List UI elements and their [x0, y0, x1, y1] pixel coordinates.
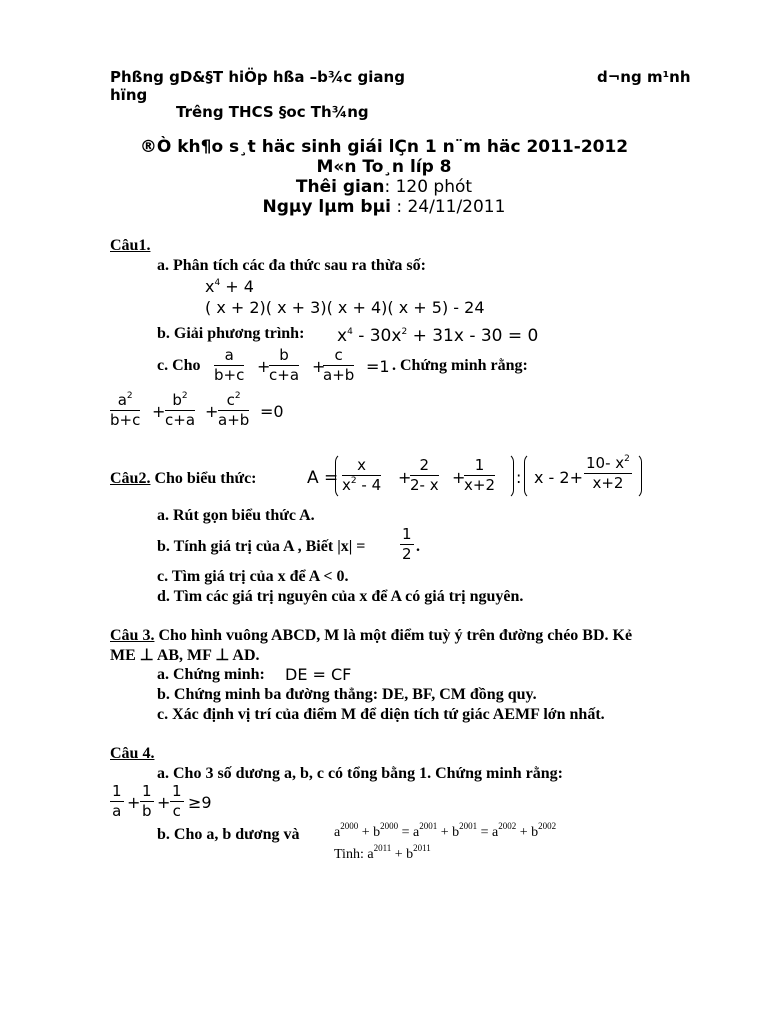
q2-close-paren-1: [505, 453, 514, 499]
q2-fraction-2: $\frac{2}{2- x}$: [410, 456, 439, 494]
q1c-text: c. Cho: [157, 357, 201, 374]
q4a-fraction-1: $\frac{1}{a}$: [112, 782, 122, 820]
q3c-text: c. Xác định vị trí của điểm M để diện tích tứ giác AEMF lớn nhất.: [157, 706, 605, 723]
q1a-text: a. Phân tích các đa thức sau ra thừa số:: [157, 257, 426, 274]
q1c-sq-plus-1: +: [152, 402, 166, 421]
q2-A-equals: A =: [307, 468, 339, 488]
exam-subject: M«n To¸n líp 8: [316, 157, 452, 177]
header-author: d¬ng m¹nh: [597, 68, 691, 86]
q1c-plus-2: +: [312, 357, 326, 376]
q1c-fraction-1: $\frac{a}{b+c}$: [214, 346, 245, 384]
q2-plus-2: +: [452, 468, 466, 487]
q1c-sq-fraction-1: $\frac{a^2}{b+c}$: [110, 391, 141, 429]
q3-heading-line: Câu 3. Cho hình vuông ABCD, M là một điểm tuỳ ý trên đường chéo BD. Kẻ: [110, 627, 633, 644]
q1-heading: Câu1.: [110, 237, 151, 254]
q1c-plus-1: +: [257, 357, 271, 376]
q1a-expr1: $x^4 + 4$: [205, 277, 254, 296]
header-author-cont: hïng: [110, 86, 148, 104]
q1b-text: b. Giải phương trình:: [157, 325, 305, 342]
q4a-fraction-3: $\frac{1}{c}$: [172, 782, 182, 820]
q2-fraction-4: $\frac{10- x^2}{x+2}$: [586, 454, 630, 492]
q2-fraction-1: $\frac{x}{x^2 - 4}$: [342, 456, 382, 494]
q4-heading: Câu 4.: [110, 745, 155, 762]
q4a-plus-1: +: [127, 793, 141, 812]
exam-title: ®Ò kh¶o s¸t häc sinh giái lÇn 1 n¨m häc 2011-2012: [139, 137, 629, 157]
q2-heading-line: Câu2. Cho biểu thức:: [110, 470, 257, 487]
q1c-sq-plus-2: +: [205, 402, 219, 421]
q2-open-paren-2: [524, 453, 533, 499]
exam-date: Ngµy lµm bµi : 24/11/2011: [262, 197, 506, 217]
header-department: Phßng gD&§T hiÖp hßa –b¾c giang: [110, 68, 405, 86]
q3a-expr: DE = CF: [285, 665, 352, 684]
q1c-sq-fraction-3: $\frac{c^2}{a+b}$: [218, 391, 250, 429]
q1b-equation: $x^4 - 30x^2 + 31x - 30 = 0$: [337, 326, 539, 346]
q2b-fraction: $\frac{1}{2}$: [402, 525, 412, 563]
q4a-fraction-2: $\frac{1}{b}$: [142, 782, 152, 820]
q3-line2: ME ⊥ AB, MF ⊥ AD.: [110, 647, 260, 664]
exam-duration: Thêi gian: 120 phót: [295, 177, 473, 197]
q2b-end: .: [416, 538, 420, 555]
q2-colon: :: [516, 468, 522, 487]
q2-fraction-3: $\frac{1}{x+2}$: [464, 456, 495, 494]
q4a-plus-2: +: [157, 793, 171, 812]
q4b-condition: $a^{2000} + b^{2000} = a^{2001} + b^{2001} = a^{2002} + b^{2002}$: [334, 821, 557, 840]
q4a-ge-nine: ≥9: [188, 793, 212, 812]
q1a-expr2: ( x + 2)( x + 3)( x + 4)( x + 5) - 24: [205, 298, 485, 317]
q2a-text: a. Rút gọn biểu thức A.: [157, 507, 315, 524]
q2b-text: b. Tính giá trị của A , Biết |x| =: [157, 538, 366, 555]
q1c-conclusion: . Chứng minh rằng:: [392, 357, 528, 374]
q2-close-paren-2: [633, 453, 642, 499]
q2-mid-term: x - 2+: [534, 468, 583, 487]
header-school: Trêng THCS §oc Th¾ng: [176, 103, 369, 121]
q1c-sq-fraction-2: $\frac{b^2}{c+a}$: [165, 391, 196, 429]
q1c-fraction-2: $\frac{b}{c+a}$: [269, 346, 300, 384]
q2d-text: d. Tìm các giá trị nguyên của x để A có giá trị nguyên.: [157, 588, 524, 605]
q4a-text: a. Cho 3 số dương a, b, c có tổng bằng 1. Chứng minh rằng:: [157, 765, 563, 782]
q1c-sq-equals-zero: =0: [260, 402, 284, 421]
q2c-text: c. Tìm giá trị của x để A < 0.: [157, 568, 349, 585]
q2-plus-1: +: [398, 468, 412, 487]
q3b-text: b. Chứng minh ba đường thẳng: DE, BF, CM đồng quy.: [157, 686, 537, 703]
q3a-text: a. Chứng minh:: [157, 666, 265, 683]
q1c-fraction-3: $\frac{c}{a+b}$: [323, 346, 355, 384]
q4b-compute: Tinh: $a^{2011} + b^{2011}$: [334, 843, 431, 862]
q1c-equals-one: =1: [366, 357, 390, 376]
q4b-text: b. Cho a, b dương và: [157, 826, 300, 843]
